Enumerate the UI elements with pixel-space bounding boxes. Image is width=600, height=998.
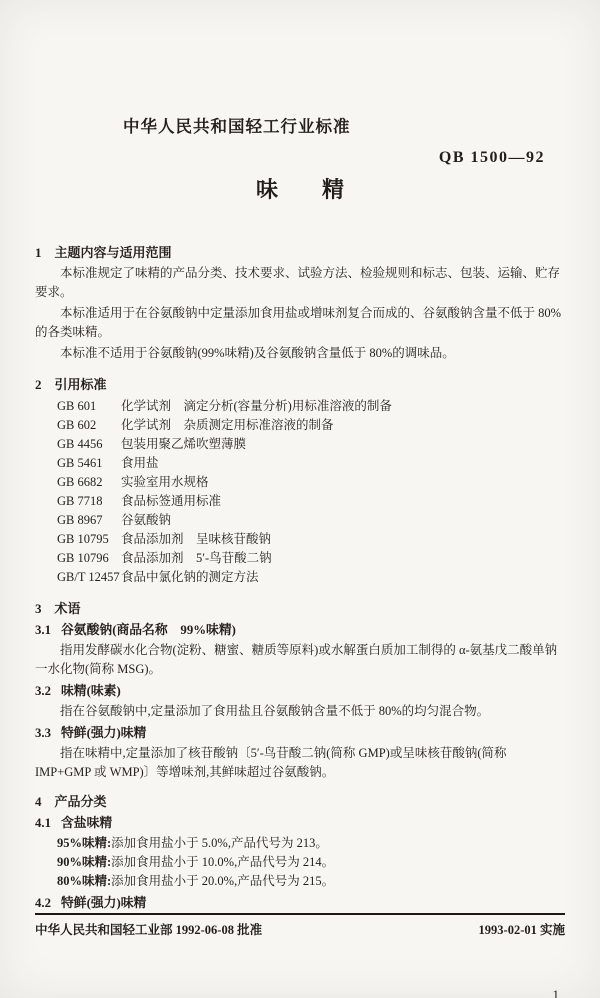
subsection-3-3-body: 指在味精中,定量添加了核苷酸钠〔5′-鸟苷酸二钠(简称 GMP)或呈味核苷酸钠(简称 IMP+GMP 或 WMP)〕等增味剂,其鲜味超过谷氨酸钠。 [35,746,507,779]
subsection-3-3-number: 3.3 [35,726,51,740]
product-type-item [57,853,565,872]
subsection-4-2-number: 4.2 [35,896,51,910]
section-1-paragraph: 本标准适用于在谷氨酸钠中定量添加食用盐或增味剂复合而成的、谷氨酸钠含量不低于 80%的各类味精。 [35,306,562,339]
subsection-3-3-title: 特鲜(强力)味精 [61,726,147,740]
reference-desc: 食品标签通用标准 [121,494,222,508]
product-type-label: 80%味精: [57,874,112,888]
subsection-3-2-title: 味精(味素) [61,684,121,698]
section-4-title: 产品分类 [54,794,107,809]
subsection-4-2-title: 特鲜(强力)味精 [61,896,147,910]
section-1-heading [35,243,565,262]
subsection-3-2-body: 指在谷氨酸钠中,定量添加了食用盐且谷氨酸钠含量不低于 80%的均匀混合物。 [60,704,490,718]
section-1-paragraph: 本标准规定了味精的产品分类、技术要求、试验方法、检验规则和标志、包装、运输、贮存要求。 [35,266,561,299]
reference-code: GB 6682 [57,475,103,489]
reference-item [57,454,565,473]
reference-code: GB 602 [57,418,97,432]
section-3-title: 术语 [54,601,81,616]
reference-item [57,416,565,435]
reference-item [57,397,565,416]
reference-item [57,549,565,568]
section-3-heading [35,599,565,618]
product-type-list [57,834,565,891]
reference-desc: 包装用聚乙烯吹塑薄膜 [121,437,247,451]
reference-desc: 实验室用水规格 [121,475,209,489]
product-type-text: 添加食用盐小于 10.0%,产品代号为 214。 [111,855,335,869]
subsection-3-2-number: 3.2 [35,684,51,698]
section-4-number: 4 [35,794,42,809]
subsection-4-2-heading [35,894,565,913]
section-2-heading [35,375,565,394]
section-2-title: 引用标准 [54,377,107,392]
reference-desc: 食品添加剂 呈味核苷酸钠 [121,532,272,546]
document-title: 味精 [255,177,388,202]
section-2-number: 2 [35,377,42,392]
product-type-label: 90%味精: [57,855,112,869]
reference-desc: 化学试剂 杂质测定用标准溶液的制备 [121,418,334,432]
footer-row [35,921,565,939]
section-1-paragraph: 本标准不适用于谷氨酸钠(99%味精)及谷氨酸钠含量低于 80%的调味品。 [60,346,455,360]
subsection-3-2-heading [35,682,565,701]
section-1-number: 1 [35,245,42,260]
approval-text: 中华人民共和国轻工业部 1992-06-08 批准 [35,923,263,937]
reference-item [57,530,565,549]
reference-code: GB 8967 [57,513,103,527]
reference-list [57,397,565,587]
reference-item [57,511,565,530]
subsection-4-1-number: 4.1 [35,816,51,830]
footer-divider [35,913,565,915]
reference-item [57,492,565,511]
product-type-text: 添加食用盐小于 5.0%,产品代号为 213。 [111,836,328,850]
subsection-3-1-body: 指用发酵碳水化合物(淀粉、糖蜜、糖质等原料)或水解蛋白质加工制得的 α-氨基戊二酸单钠一水化物(简称 MSG)。 [35,643,558,676]
reference-desc: 谷氨酸钠 [121,513,172,527]
subsection-3-1-title: 谷氨酸钠(商品名称 99%味精) [61,623,236,637]
section-4-heading [35,792,565,811]
reference-code: GB 10795 [57,532,109,546]
section-3-number: 3 [35,601,42,616]
product-type-label: 95%味精: [57,836,112,850]
page-footer [35,913,565,939]
subsection-3-1-number: 3.1 [35,623,51,637]
product-type-item [57,834,565,853]
subsection-4-1-title: 含盐味精 [61,816,113,830]
subsection-3-1-heading [35,621,565,640]
product-type-item [57,872,565,891]
subsection-4-1-heading [35,814,565,833]
reference-desc: 食用盐 [121,456,159,470]
standard-code: QB 1500—92 [438,149,545,166]
reference-code: GB 4456 [57,437,103,451]
reference-item [57,568,565,587]
reference-desc: 食品添加剂 5′-鸟苷酸二钠 [121,551,272,565]
reference-code: GB 601 [57,399,97,413]
reference-desc: 食品中氯化钠的测定方法 [121,570,259,584]
reference-code: GB/T 12457 [57,570,120,584]
reference-code: GB 10796 [57,551,109,565]
reference-item [57,473,565,492]
reference-desc: 化学试剂 滴定分析(容量分析)用标准溶液的制备 [121,399,392,413]
product-type-text: 添加食用盐小于 20.0%,产品代号为 215。 [111,874,335,888]
subsection-3-3-heading [35,724,565,743]
standard-org-title: 中华人民共和国轻工行业标准 [123,117,351,136]
reference-code: GB 7718 [57,494,103,508]
section-1-title: 主题内容与适用范围 [54,245,172,260]
page-number: 1 [552,987,559,998]
reference-item [57,435,565,454]
implementation-date: 1993-02-01 实施 [478,923,565,937]
reference-code: GB 5461 [57,456,103,470]
